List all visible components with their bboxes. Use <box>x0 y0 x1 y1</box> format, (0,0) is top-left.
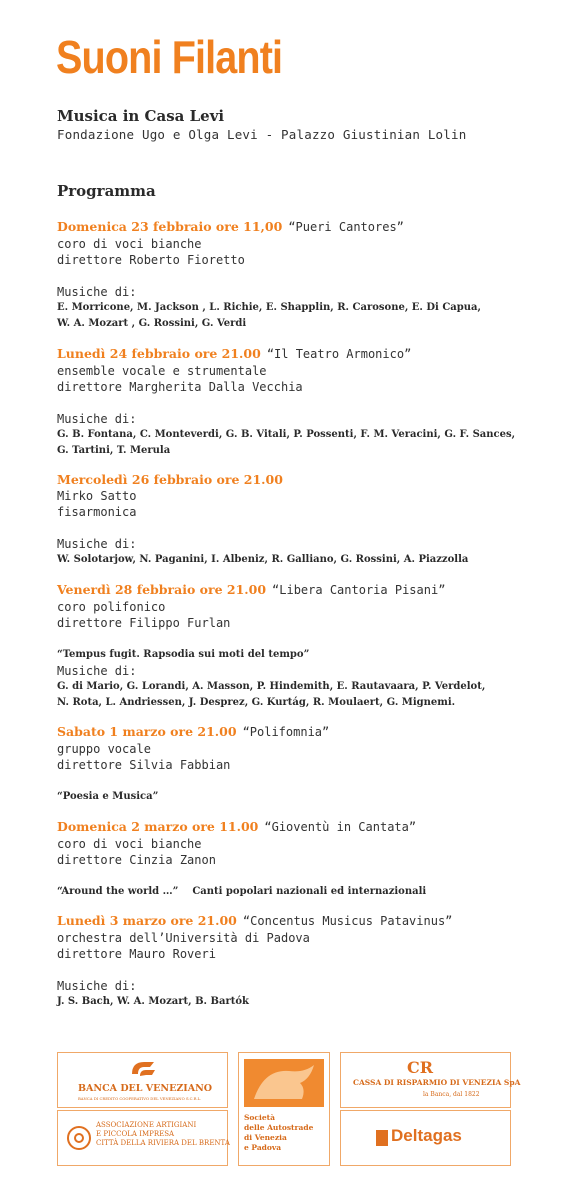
event-detail: orchestra dell’Università di Padova <box>57 931 310 945</box>
concert-theme: “Tempus fugit. Rapsodia sui moti del tempo” <box>57 649 310 660</box>
event-date: Domenica 2 marzo ore 11.00 <box>57 819 259 834</box>
event-2 <box>57 345 527 459</box>
event-headline <box>57 218 527 236</box>
sponsor-tagline: BANCA DI CREDITO COOPERATIVO DEL VENEZIANO S.C.R.L. <box>78 1096 202 1101</box>
event-date: Lunedì 3 marzo ore 21.00 <box>57 913 237 928</box>
page-title: Suoni Filanti <box>56 31 283 83</box>
music-label: Musiche di: <box>57 285 137 299</box>
event-ensemble: “Il Teatro Armonico” <box>266 347 412 361</box>
sponsor-line: CITTÀ DELLA RIVIERA DEL BRENTA <box>96 1139 230 1147</box>
event-date: Mercoledì 26 febbraio ore 21.00 <box>57 472 283 487</box>
lion-logo-icon <box>244 1059 324 1107</box>
event-ensemble: “Libera Cantoria Pisani” <box>272 583 446 597</box>
sponsor-tagline: la Banca, dal 1822 <box>423 1091 480 1098</box>
event-detail: direttore Filippo Furlan <box>57 616 231 630</box>
deltagas-logo-icon <box>375 1128 389 1148</box>
event-detail: fisarmonica <box>57 505 137 519</box>
event-ensemble: “Polifomnia” <box>242 725 330 739</box>
event-headline <box>57 345 527 363</box>
event-detail: direttore Mauro Roveri <box>57 947 216 961</box>
concert-theme: “Poesia e Musica” <box>57 791 159 802</box>
event-1 <box>57 218 527 332</box>
event-detail: direttore Silvia Fabbian <box>57 758 231 772</box>
sponsor-line: delle Autostrade <box>244 1123 314 1132</box>
event-detail: direttore Roberto Fioretto <box>57 253 245 267</box>
event-detail: coro polifonico <box>57 600 166 614</box>
event-detail: Mirko Satto <box>57 489 137 503</box>
event-detail: direttore Margherita Dalla Vecchia <box>57 380 303 394</box>
event-date: Sabato 1 marzo ore 21.00 <box>57 724 237 739</box>
event-ensemble: “Concentus Musicus Patavinus” <box>242 914 453 928</box>
event-3 <box>57 471 527 568</box>
event-ensemble: “Gioventù in Cantata” <box>264 820 417 834</box>
svg-text:CR: CR <box>407 1058 434 1077</box>
event-6 <box>57 818 527 900</box>
event-5 <box>57 723 527 805</box>
composers-line: G. Tartini, T. Merula <box>57 445 171 456</box>
banca-logo-icon <box>128 1058 158 1080</box>
sponsor-name: Deltagas <box>391 1126 462 1145</box>
composers-line: W. A. Mozart , G. Rossini, G. Verdi <box>57 318 247 329</box>
sponsor-line: E PICCOLA IMPRESA <box>96 1130 175 1138</box>
concert-theme: “Around the world …” Canti popolari nazionali ed internazionali <box>57 886 427 897</box>
sponsor-name: CASSA DI RISPARMIO DI VENEZIA SpA <box>353 1078 521 1087</box>
artigiani-logo-icon <box>66 1123 92 1153</box>
composers-line: J. S. Bach, W. A. Mozart, B. Bartók <box>57 996 249 1007</box>
sponsor-associazione-artigiani <box>57 1110 228 1166</box>
composers-line: G. B. Fontana, C. Monteverdi, G. B. Vitali, P. Possenti, F. M. Veracini, G. F. Sances, <box>57 429 516 440</box>
composers-line: N. Rota, L. Andriessen, J. Desprez, G. Kurtág, R. Moulaert, G. Mignemi. <box>57 697 456 708</box>
composers-line: W. Solotarjow, N. Paganini, I. Albeniz, R. Galliano, G. Rossini, A. Piazzolla <box>57 554 469 565</box>
sponsor-cassa-di-risparmio <box>340 1052 521 1108</box>
sponsor-line: e Padova <box>244 1143 282 1152</box>
sponsor-autostrade <box>238 1052 330 1166</box>
event-detail: direttore Cinzia Zanon <box>57 853 216 867</box>
event-7 <box>57 912 527 1010</box>
event-4 <box>57 581 527 711</box>
venue-line: Fondazione Ugo e Olga Levi - Palazzo Giustinian Lolin <box>57 127 467 142</box>
event-date: Domenica 23 febbraio ore 11,00 <box>57 219 283 234</box>
music-label: Musiche di: <box>57 537 137 551</box>
event-detail: coro di voci bianche <box>57 837 202 851</box>
event-headline <box>57 471 527 488</box>
music-label: Musiche di: <box>57 412 137 426</box>
event-headline <box>57 818 527 836</box>
sponsor-banca-del-veneziano <box>57 1052 228 1108</box>
event-ensemble: “Pueri Cantores” <box>288 220 404 234</box>
event-detail: gruppo vocale <box>57 742 151 756</box>
sponsor-deltagas <box>340 1110 511 1166</box>
sponsor-line: Società <box>244 1113 275 1122</box>
subtitle: Musica in Casa Levi <box>57 107 225 125</box>
composers-line: G. di Mario, G. Lorandi, A. Masson, P. Hindemith, E. Rautavaara, P. Verdelot, <box>57 681 486 692</box>
composers-line: E. Morricone, M. Jackson , L. Richie, E. Shapplin, R. Carosone, E. Di Capua, <box>57 302 481 313</box>
event-headline <box>57 723 527 741</box>
event-date: Venerdì 28 febbraio ore 21.00 <box>57 582 267 597</box>
sponsor-line: di Venezia <box>244 1133 287 1142</box>
event-detail: ensemble vocale e strumentale <box>57 364 267 378</box>
program-heading: Programma <box>57 182 156 200</box>
sponsor-name: BANCA DEL VENEZIANO <box>78 1083 213 1094</box>
music-label: Musiche di: <box>57 979 137 993</box>
event-detail: coro di voci bianche <box>57 237 202 251</box>
music-label: Musiche di: <box>57 664 137 678</box>
cassa-logo-icon <box>405 1057 445 1077</box>
event-headline <box>57 912 527 930</box>
event-date: Lunedì 24 febbraio ore 21.00 <box>57 346 261 361</box>
sponsor-line: ASSOCIAZIONE ARTIGIANI <box>96 1121 197 1129</box>
event-headline <box>57 581 527 599</box>
